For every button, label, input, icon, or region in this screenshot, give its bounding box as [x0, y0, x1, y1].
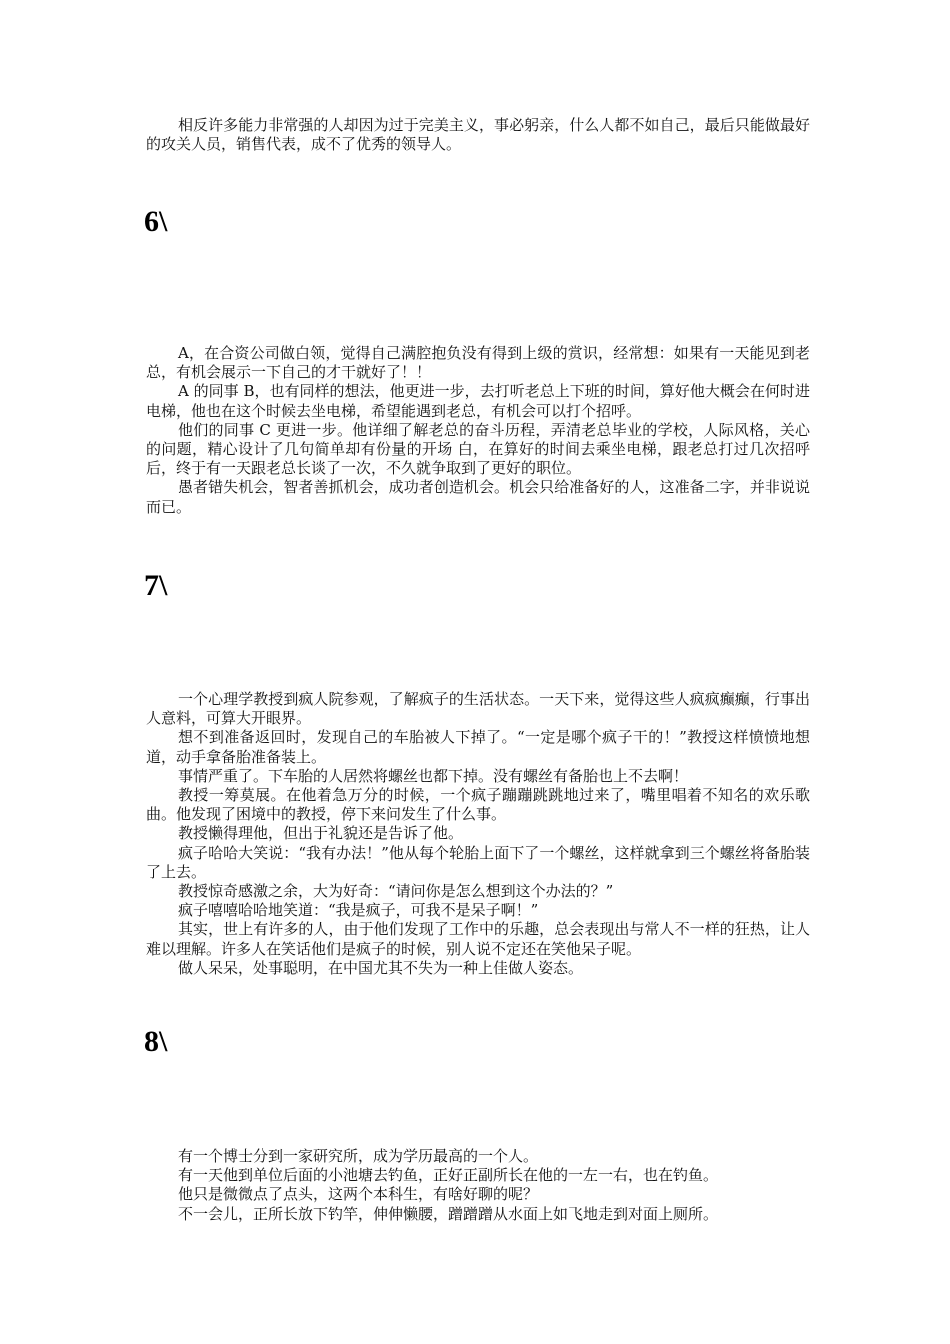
- paragraph: 有一个博士分到一家研究所，成为学历最高的一个人。: [178, 1147, 539, 1165]
- section-6-text-block: [146, 344, 810, 517]
- paragraph: A 的同事 B，也有同样的想法，他更进一步，去打听老总上下班的时间，算好他大概会在何时进电梯，他也在这个时候去坐电梯，希望能遇到老总，有机会可以打个招呼。: [146, 382, 810, 420]
- paragraph: 做人呆呆，处事聪明，在中国尤其不失为一种上佳做人姿态。: [178, 958, 584, 977]
- paragraph: 有一天他到单位后面的小池塘去钓鱼，正好正副所长在他的一左一右，也在钓鱼。: [178, 1166, 719, 1185]
- section-7-text-block: [146, 690, 810, 978]
- paragraph: 教授懒得理他，但出于礼貌还是告诉了他。: [178, 824, 464, 843]
- paragraph: 想不到准备返回时，发现自己的车胎被人下掉了。“一定是哪个疯子干的！”教授这样愤愤地想道，动手拿备胎准备装上。: [146, 728, 810, 766]
- paragraph: 其实，世上有许多的人，由于他们发现了工作中的乐趣，总会表现出与常人不一样的狂热，让人难以理解。许多人在笑话他们是疯子的时候，别人说不定还在笑他呆子呢。: [146, 920, 810, 958]
- section-heading-8: 8\: [144, 1025, 168, 1058]
- paragraph: 疯子嘻嘻哈哈地笑道：“我是疯子，可我不是呆子啊！”: [178, 901, 539, 920]
- paragraph: 相反许多能力非常强的人却因为过于完美主义，事必躬亲，什么人都不如自己，最后只能做最好的攻关人员，销售代表，成不了优秀的领导人。: [146, 116, 810, 154]
- paragraph: 他们的同事 C 更进一步。他详细了解老总的奋斗历程，弄清老总毕业的学校，人际风格，关心的问题，精心设计了几句简单却有份量的开场 白，在算好的时间去乘坐电梯，跟老总打过几次招呼后，终于有一天跟老总长谈了一次，不久就争取到了更好的职位。: [146, 420, 810, 478]
- paragraph: 教授一筹莫展。在他着急万分的时候，一个疯子蹦蹦跳跳地过来了，嘴里唱着不知名的欢乐歌曲。他发现了困境中的教授，停下来问发生了什么事。: [146, 786, 810, 824]
- paragraph: 教授惊奇感激之余，大为好奇：“请问你是怎么想到这个办法的？”: [178, 882, 614, 901]
- paragraph: 一个心理学教授到疯人院参观，了解疯子的生活状态。一天下来，觉得这些人疯疯癫癫，行事出人意料，可算大开眼界。: [146, 690, 810, 728]
- paragraph: A，在合资公司做白领，觉得自己满腔抱负没有得到上级的赏识，经常想：如果有一天能见到老总，有机会展示一下自己的才干就好了！！: [146, 344, 810, 382]
- paragraph: 事情严重了。下车胎的人居然将螺丝也都下掉。没有螺丝有备胎也上不去啊！: [178, 766, 689, 785]
- intro-text-block: [146, 116, 810, 154]
- section-heading-6: 6\: [144, 205, 168, 238]
- section-8-text-block: [146, 1147, 810, 1224]
- paragraph: 疯子哈哈大笑说：“我有办法！”他从每个轮胎上面下了一个螺丝，这样就拿到三个螺丝将备胎装了上去。: [146, 843, 810, 881]
- paragraph: 愚者错失机会，智者善抓机会，成功者创造机会。机会只给准备好的人，这准备二字，并非说说而已。: [146, 478, 810, 516]
- paragraph: 不一会儿，正所长放下钓竿，伸伸懒腰，蹭蹭蹭从水面上如飞地走到对面上厕所。: [178, 1204, 719, 1223]
- paragraph: 他只是微微点了点头，这两个本科生，有啥好聊的呢？: [178, 1185, 539, 1204]
- section-heading-7: 7\: [144, 569, 168, 602]
